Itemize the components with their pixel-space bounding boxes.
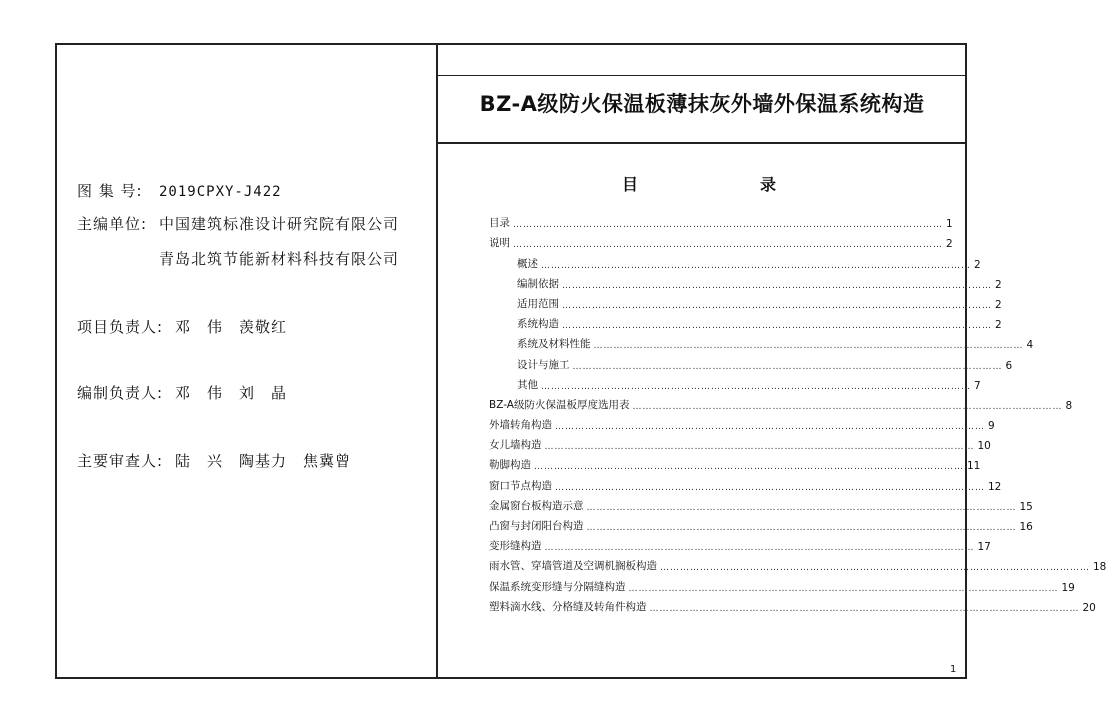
editor-unit-org2: 青岛北筑节能新材料科技有限公司 bbox=[159, 250, 400, 268]
toc-item[interactable]: 适用范围 ………………………………………………………………………………………………………………… 2 bbox=[517, 297, 1002, 311]
compile-lead-row bbox=[77, 382, 287, 403]
main-reviewer-label: 主要审查人: bbox=[77, 452, 164, 470]
toc-item[interactable]: 说明 ………………………………………………………………………………………………………………… 2 bbox=[489, 237, 953, 251]
toc-item[interactable]: 设计与施工 ………………………………………………………………………………………………………………… 6 bbox=[517, 358, 1013, 372]
table-of-contents bbox=[489, 210, 1106, 614]
header-top-line bbox=[437, 75, 967, 76]
vertical-divider bbox=[436, 43, 438, 679]
project-lead-value: 邓 伟 羡敬红 bbox=[175, 318, 288, 336]
main-reviewer-row bbox=[77, 450, 351, 471]
header-bottom-line bbox=[437, 142, 967, 144]
project-lead-row bbox=[77, 316, 287, 337]
compile-lead-value: 邓 伟 刘 晶 bbox=[175, 384, 288, 402]
toc-item[interactable]: 金属窗台板构造示意 ………………………………………………………………………………………………………………… 15 bbox=[489, 499, 1033, 513]
toc-item[interactable]: 编制依据 ………………………………………………………………………………………………………………… 2 bbox=[517, 277, 1002, 291]
main-reviewer-value: 陆 兴 陶基力 焦冀曾 bbox=[175, 452, 352, 470]
document-title: BZ-A级防火保温板薄抹灰外墙外保温系统构造 bbox=[479, 92, 925, 116]
toc-item[interactable]: 外墙转角构造 ………………………………………………………………………………………………………………… 9 bbox=[489, 419, 995, 433]
toc-item[interactable]: BZ-A级防火保温板厚度选用表 ………………………………………………………………………………………………………………… 8 bbox=[489, 398, 1073, 412]
compile-lead-label: 编制负责人: bbox=[77, 384, 164, 402]
toc-item[interactable]: 勒脚构造 ………………………………………………………………………………………………………………… 11 bbox=[489, 459, 981, 473]
atlas-number-row bbox=[77, 180, 282, 201]
toc-item[interactable]: 雨水管、穿墙管道及空调机搁板构造 ………………………………………………………………………………………………………………… 18 bbox=[489, 560, 1106, 574]
atlas-number-label: 图 集 号: bbox=[77, 182, 143, 200]
atlas-number-value: 2019CPXY-J422 bbox=[159, 184, 282, 200]
editor-unit-row bbox=[77, 213, 399, 234]
toc-item[interactable]: 其他 ………………………………………………………………………………………………………………… 7 bbox=[517, 378, 981, 392]
toc-item[interactable]: 窗口节点构造 ………………………………………………………………………………………………………………… 12 bbox=[489, 479, 1002, 493]
toc-item[interactable]: 凸窗与封闭阳台构造 ………………………………………………………………………………………………………………… 16 bbox=[489, 520, 1033, 533]
toc-item[interactable]: 系统构造 ………………………………………………………………………………………………………………… 2 bbox=[517, 318, 1002, 332]
toc-item[interactable]: 目录 ………………………………………………………………………………………………………………… 1 bbox=[489, 217, 953, 231]
toc-item[interactable]: 女儿墙构造 ………………………………………………………………………………………………………………… 10 bbox=[489, 439, 991, 453]
page-number: 1 bbox=[950, 664, 957, 675]
toc-item[interactable]: 概述 ………………………………………………………………………………………………………………… 2 bbox=[517, 257, 981, 271]
toc-item[interactable]: 保温系统变形缝与分隔缝构造 ………………………………………………………………………………………………………………… 19 bbox=[489, 580, 1075, 594]
project-lead-label: 项目负责人: bbox=[77, 318, 164, 336]
toc-item[interactable]: 变形缝构造 ………………………………………………………………………………………………………………… 17 bbox=[489, 540, 991, 554]
editor-unit-org1: 中国建筑标准设计研究院有限公司 bbox=[159, 215, 400, 233]
editor-unit-label: 主编单位: bbox=[77, 215, 148, 233]
toc-heading-left: 目 bbox=[622, 175, 639, 194]
toc-heading-right: 录 bbox=[760, 175, 777, 194]
toc-item[interactable]: 系统及材料性能 ………………………………………………………………………………………………………………… 4 bbox=[517, 338, 1034, 352]
toc-item[interactable]: 塑料滴水线、分格缝及转角件构造 ………………………………………………………………………………………………………………… 20 bbox=[489, 600, 1096, 614]
